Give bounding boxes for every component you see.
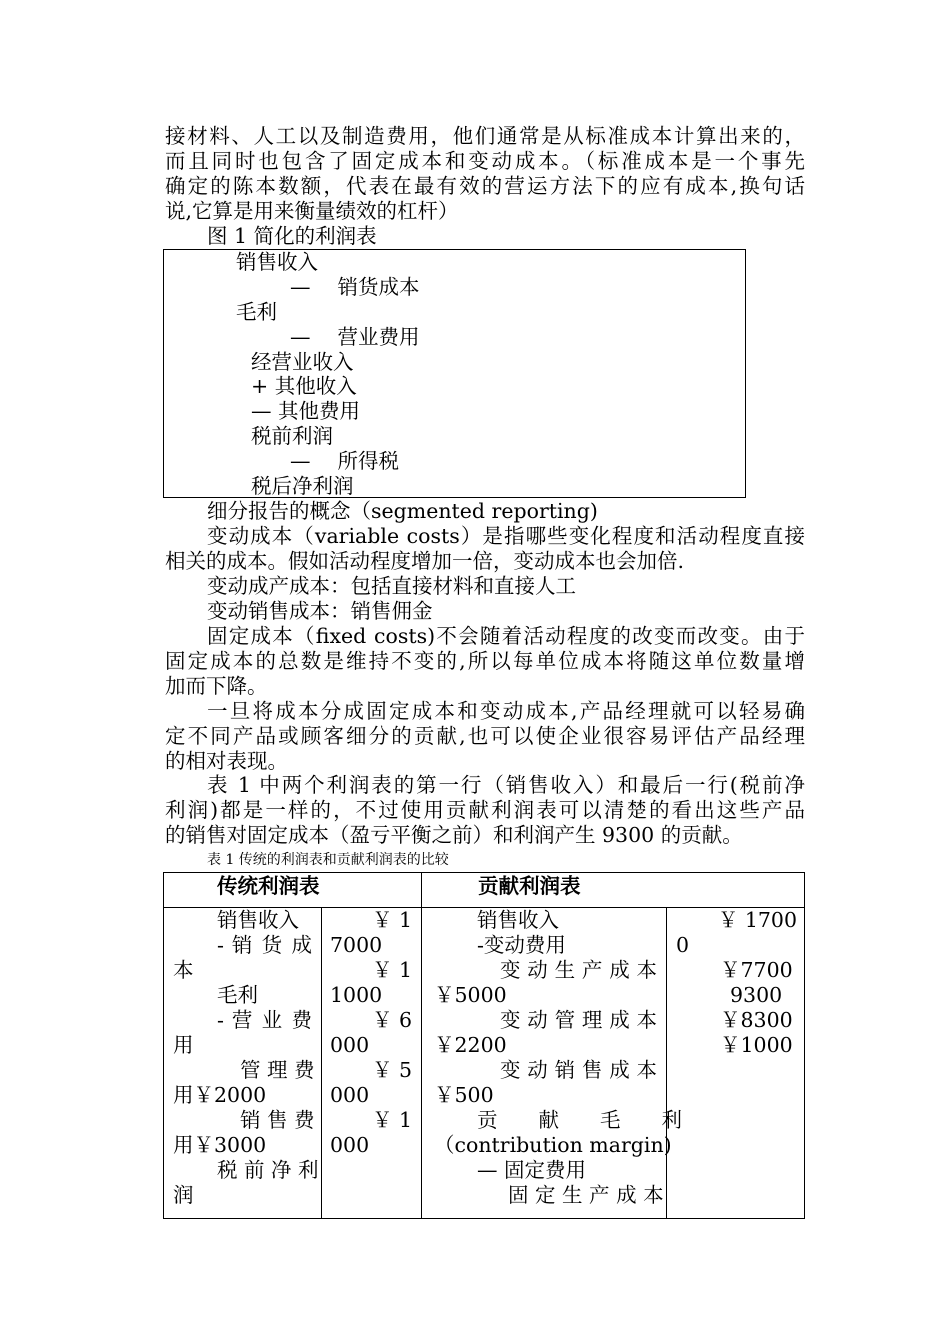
contrib-label-variable-expense: -变动费用: [477, 933, 566, 957]
trad-label-opex-2: 用: [173, 1033, 194, 1057]
trad-label-admin-1: 管 理 费: [240, 1058, 315, 1082]
trad-label-sales: 销售收入: [217, 908, 299, 932]
body-line-14: 的销售对固定成本（盈亏平衡之前）和利润产生 9300 的贡献。: [165, 823, 743, 847]
table1-header-contribution: 贡献利润表: [478, 874, 581, 898]
contrib-value-5: ￥8300: [720, 1008, 793, 1032]
contrib-label-var-admin-1: 变 动 管 理 成 本: [500, 1008, 657, 1032]
figure1-row-pretax-profit: 税前利润: [251, 424, 333, 448]
trad-label-pretax-1: 税 前 净 利: [217, 1158, 319, 1182]
intro-line-3: 确定的陈本数额，代表在最有效的营运方法下的应有成本,换句话: [165, 174, 805, 198]
body-line-9: 一旦将成本分成固定成本和变动成本,产品经理就可以轻易确: [207, 699, 805, 723]
trad-value-9: ￥ 1: [371, 1108, 412, 1132]
figure1-caption: 图 1 简化的利润表: [207, 224, 377, 248]
body-line-8: 加而下降。: [165, 674, 268, 698]
body-line-6: 固定成本（fixed costs)不会随着活动程度的改变而改变。由于: [207, 624, 805, 648]
intro-line-1: 接材料、人工以及制造费用，他们通常是从标准成本计算出来的，: [165, 124, 805, 148]
body-line-13: 利润)都是一样的，不过使用贡献利润表可以清楚的看出这些产品: [165, 798, 805, 822]
table1-center-divider: [421, 873, 422, 1218]
trad-value-1: ￥ 1: [371, 908, 412, 932]
figure1-row-other-expense: — 其他费用: [251, 399, 361, 423]
figure1-row-operating-expense: — 营业费用: [290, 325, 420, 349]
figure1-row-income-tax: — 所得税: [290, 449, 400, 473]
trad-value-4: 1000: [330, 983, 383, 1007]
trad-label-pretax-2: 润: [173, 1183, 194, 1207]
table1-contrib-col-divider: [666, 907, 667, 1218]
table1-caption: 表 1 传统的利润表和贡献利润表的比较: [207, 852, 449, 868]
trad-value-6: 000: [330, 1033, 370, 1057]
figure1-row-other-income: + 其他收入: [251, 374, 357, 398]
trad-value-8: 000: [330, 1083, 370, 1107]
figure1-row-sales: 销售收入: [236, 250, 318, 274]
figure1-row-operating-income: 经营业收入: [251, 350, 354, 374]
table1-trad-col-divider: [321, 907, 322, 1218]
contrib-label-margin-2: （contribution margin): [434, 1133, 672, 1157]
table1-header-traditional: 传统利润表: [217, 874, 320, 898]
contrib-label-var-selling-1: 变 动 销 售 成 本: [500, 1058, 657, 1082]
intro-line-4: 说,它算是用来衡量绩效的杠杆）: [165, 199, 459, 223]
contrib-value-2: 0: [676, 933, 690, 957]
body-line-12: 表 1 中两个利润表的第一行（销售收入）和最后一行(税前净: [207, 773, 805, 797]
trad-label-cogs-2: 本: [173, 958, 194, 982]
contrib-value-1: ￥ 1700: [717, 908, 797, 932]
body-line-2: 变动成本（variable costs）是指哪些变化程度和活动程度直接: [207, 524, 805, 548]
figure1-row-cogs: — 销货成本: [290, 275, 420, 299]
trad-value-10: 000: [330, 1133, 370, 1157]
body-line-11: 的相对表现。: [165, 749, 288, 773]
contrib-value-6: ￥1000: [720, 1033, 793, 1057]
contrib-label-var-production-1: 变 动 生 产 成 本: [500, 958, 657, 982]
intro-line-2: 而且同时也包含了固定成本和变动成本。（标准成本是一个事先: [165, 149, 805, 173]
contrib-label-margin-1: 贡 献 毛 利: [477, 1108, 682, 1132]
trad-label-opex-1: - 营 业 费: [217, 1008, 312, 1032]
body-line-7: 固定成本的总数是维持不变的,所以每单位成本将随这单位数量增: [165, 649, 805, 673]
trad-label-cogs-1: - 销 货 成: [217, 933, 312, 957]
figure1-row-gross-profit: 毛利: [236, 300, 277, 324]
contrib-value-4: 9300: [730, 983, 783, 1007]
contrib-label-var-production-2: ￥5000: [434, 983, 507, 1007]
contrib-label-fixed-production: 固 定 生 产 成 本: [508, 1183, 664, 1207]
trad-label-selling-1: 销 售 费: [240, 1108, 315, 1132]
figure1-row-net-profit: 税后净利润: [251, 474, 354, 498]
trad-value-5: ￥ 6: [371, 1008, 412, 1032]
body-line-10: 定不同产品或顾客细分的贡献,也可以使企业很容易评估产品经理: [165, 724, 805, 748]
body-line-3: 相关的成本。假如活动程度增加一倍，变动成本也会加倍.: [165, 549, 685, 573]
trad-label-admin-2: 用￥2000: [173, 1083, 267, 1107]
contrib-label-sales: 销售收入: [477, 908, 559, 932]
trad-value-2: 7000: [330, 933, 383, 957]
trad-value-3: ￥ 1: [371, 958, 412, 982]
contrib-label-fixed-expense: — 固定费用: [477, 1158, 587, 1182]
contrib-label-var-admin-2: ￥2200: [434, 1033, 507, 1057]
contrib-label-var-selling-2: ￥500: [434, 1083, 494, 1107]
trad-value-7: ￥ 5: [371, 1058, 412, 1082]
trad-label-selling-2: 用￥3000: [173, 1133, 267, 1157]
contrib-value-3: ￥7700: [720, 958, 793, 982]
body-line-1: 细分报告的概念（segmented reporting): [207, 499, 598, 523]
trad-label-gross-profit: 毛利: [217, 983, 258, 1007]
body-line-4: 变动成产成本：包括直接材料和直接人工: [207, 574, 576, 598]
body-line-5: 变动销售成本：销售佣金: [207, 599, 433, 623]
